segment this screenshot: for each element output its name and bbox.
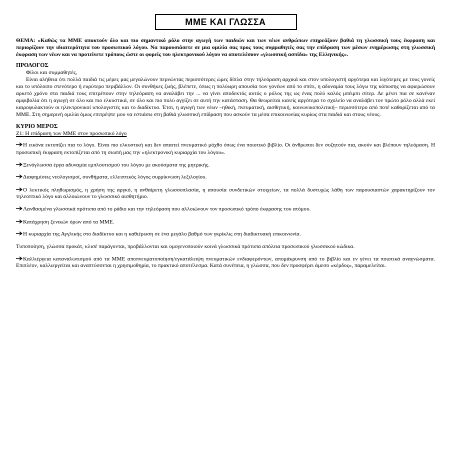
prologue-greeting: Φίλοι και συμμαθητές,	[26, 70, 78, 76]
arrow-icon	[16, 231, 23, 239]
paragraph-text: Τυποποίηση, γλώσσα προκάτ, κλισέ παράγονται, προβάλλονται και ομογενοποιούν κοινά γλωσσικά πρότυπα απόλεια προσωπικού γλωσσικού κώδικα.	[16, 243, 355, 250]
main-paragraph	[16, 174, 435, 182]
arrow-icon	[16, 187, 23, 195]
arrow-icon	[16, 162, 23, 170]
main-paragraph	[16, 244, 435, 251]
arrow-icon	[16, 142, 23, 150]
main-paragraph	[16, 219, 435, 227]
paragraph-text: Λανθασμένα γλωσσικά πρότυπα από το ράδιο και την τηλεόραση που αλλοιώνουν τον προσωπικό τρόπο έκφρασης του ατόμου.	[23, 206, 311, 213]
paragraph-text: Κατάχρηση ξενικών όρων από τα ΜΜΕ.	[23, 219, 115, 225]
essay-theme: ΘΕΜΑ: «Καθώς τα ΜΜΕ αποκτούν όλο και πιο σημαντικό ρόλο στην αγωγή των παιδιών και των νέων ανθρώπων επηρεάζουν βαθιά τη γλωσσική τους έκφραση και περιορίζουν την ιδιαιτερότητα του προσωπικού λόγου. Να παρουσιάσετε σε μια ομιλία σας προς τους συμμαθητές σας την επίδραση των μέσων ενημέρωσης στη γλωσσική έκφραση των νέων και να προτείνετε τρόπους ώστε οι φορείς του ηλεκτρονικού λόγου να αποτελέσουν «γλωσσική ασπίδα» της Ελληνικής».	[16, 38, 435, 58]
arrow-icon	[16, 219, 23, 227]
main-heading: ΚΥΡΙΟ ΜΕΡΟΣ	[16, 124, 58, 130]
main-paragraph	[16, 187, 435, 202]
main-paragraph	[16, 231, 435, 239]
main-paragraph	[16, 162, 435, 170]
prologue-heading: ΠΡΟΛΟΓΟΣ	[16, 63, 49, 69]
page-title: ΜΜΕ ΚΑΙ ΓΛΩΣΣΑ	[155, 14, 297, 30]
main-paragraph	[16, 206, 435, 214]
paragraph-text: Η εικόνα εκτοπίζει πια το λόγο. Είναι πιο ελκυστική και δεν απαιτεί πνευματικό μόχθο όπως ένα ποιοτικό βιβλίο. Οι άνθρωποι δεν συζητούν πια, ακούν και βλέπουν τηλεόραση. Η προσωπική έκφραση εκτοπίζεται από τη σιωπή μας την «ηλεκτρονική κυριαρχία του λόγου».	[16, 142, 435, 156]
paragraph-text: Ξενόγλωσσα έργα αδυναμία εμπλουτισμού του λόγου με ακούσματα της μητρικής.	[23, 162, 210, 168]
arrow-icon	[16, 256, 23, 264]
paragraph-text: Η κυριαρχία της Αγγλικής στο διαδίκτυο και η καθιέρωση σε ένα μεγάλο βαθμό των γκρίκλις στη διαδικτυακή επικοινωνία.	[23, 231, 301, 238]
main-paragraph	[16, 142, 435, 157]
arrow-icon	[16, 206, 23, 214]
main-subheading: Ζ1: Η επίδραση των ΜΜΕ στον προσωπικό λόγο	[16, 131, 127, 137]
paragraph-text: Καλλιέργεια καταναλωτισμού από τα ΜΜΕ αποπνευματοποίηση/εγκατάλειψη πνευματικών ενδιαφερόντων, απομάκρυνση από το βιβλίο και εν γένει τα ποιοτικά αναγνώσματα. Επιπλέον, καλλιεργείται και αναπτύσσεται η χρησιμοθηρία, το πρακτικό αποτέλεσμα. Κατά συνέπεια, η γλώσσα, που δεν προσφέρει άμεσο «κέρδος», παραμελείται.	[16, 256, 435, 269]
paragraph-text: Ο λεκτικός πληθωρισμός, η χρήση της αργκό, η ανθαίρετη γλωσσοπλασία, η απουσία συνδετικών στοιχείων, τα πολλά δυστυχώς λάθη των παρουσιαστών χαρακτηρίζουν τον τηλεοπτικό λόγο και αλλοιώνουν το γλωσσικό αισθητήριο.	[16, 187, 435, 200]
arrow-icon	[16, 174, 23, 182]
main-paragraph	[16, 256, 435, 271]
prologue-body: Είναι αλήθεια ότι πολλά παιδιά τις μέρες μας μεγαλώνουν περνώντας περισσότερες ώρες δίπλα στην τηλεόραση αρχικά και στον υπολογιστή αργότερα και λιγότερες με τους γονείς και το υπόλοιπο στενότερο ή ευρύτερο περιβάλλον. Οι συνθήκες ζωής, βλέπετε, όπως η πολύωρη απουσία των γονέων από το σπίτι, η αδυναμία τους λόγω της κόπωσης να αφιερώσουν αρκετό χρόνο στα παιδιά τους επιτρέπουν στην τηλεόραση να αναλάβει την ... να γίνει αποδεκτός αυτός ο ρόλος της ως ένας πολύ καλός μπέιμπι σίτερ. Δε μένει πια σε κανέναν αμφιβολία ότι η αγωγή σε όλο και πιο ελκυστικά, σε όλο και πιο πολύ αγγίζει σε αυτή την κατάσταση. Θα θεωρείται κανείς αργότερα το σχολείο να αναλάβει τον πρώτο ρόλο αλλά εκεί καιροφυλακτούν οι ηλεκτρονικοί υπολογιστές και το διαδίκτυο. Έτσι, η αγωγή των νέων –ηθική, πνευματική, αισθητική, κοινωνικοπολιτική– περισσότερο από ποτέ καθορίζεται από τα ΜΜΕ. Στη σημερινή ομιλία όμως επιτρέψτε μου να εστιάσω στη βαθιά γλωσσική επίδραση που ασκούν τα μέσα επικοινωνίας κυρίως στα παιδιά και στους νέους.	[16, 77, 435, 118]
paragraph-text: Διαφημίσεις νεολογισμοί, συνθήματα, ελλειπτικός λόγος συρρίκνωση λεξιλογίου.	[23, 174, 207, 181]
